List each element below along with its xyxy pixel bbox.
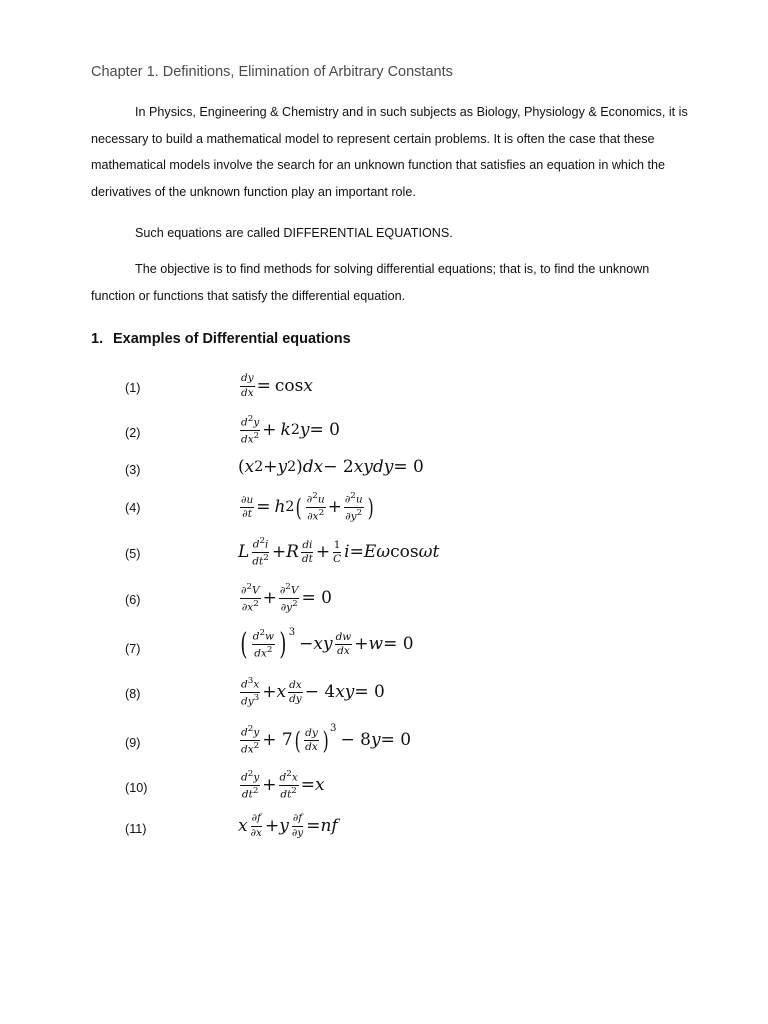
section-title: Examples of Differential equations bbox=[113, 331, 351, 347]
chapter-title: Chapter 1. Definitions, Elimination of Arbitrary Constants bbox=[91, 64, 453, 80]
equation-7: ( $d^2w$ $dx^2$ ) $^3$ − xy dw dx + w = 0 bbox=[240, 626, 414, 662]
objective-paragraph bbox=[91, 256, 691, 309]
equation-label: (10) bbox=[125, 781, 148, 795]
equation-4: ∂u ∂t = h 2 ( ∂$^2$u $\partial x^2$ + ∂$^2$u $\partial y^2$ ) bbox=[241, 491, 374, 523]
equation-8: $d^3x$ $dy^3$ + x dx dy − 4 xy = 0 bbox=[241, 676, 385, 708]
equation-11: x ∂f ∂x + y ∂f ∂y = nf bbox=[238, 812, 338, 839]
equation-3: ( x 2 + y 2 ) dx − 2 xydy = 0 bbox=[238, 457, 424, 477]
equation-5: L $d^2i$ $dt^2$ + R di dt + 1 C i = Eω cos ωt bbox=[238, 536, 440, 568]
equation-label: (5) bbox=[125, 547, 141, 561]
equation-label: (7) bbox=[125, 642, 141, 656]
paragraph-text: Such equations are called DIFFERENTIAL EQUATIONS. bbox=[135, 226, 453, 240]
equation-9: $d^2y$ $dx^2$ + 7 ( dy dx ) $^3$ − 8 y = 0 bbox=[241, 722, 412, 756]
equation-label: (2) bbox=[125, 426, 141, 440]
equation-label: (1) bbox=[125, 381, 141, 395]
paragraph-text: In Physics, Engineering & Chemistry and in such subjects as Biology, Physiology & Economics, it is necessary to build a mathematical model to represent certain problems. It is often the case that these mathematical models involve the search for an unknown function that satisfies an equation in which the derivatives of the unknown function play an important role. bbox=[91, 105, 688, 199]
equation-label: (8) bbox=[125, 687, 141, 701]
equation-label: (6) bbox=[125, 593, 141, 607]
paragraph-text: The objective is to find methods for solving differential equations; that is, to find the unknown function or functions that satisfy the differential equation. bbox=[91, 262, 650, 303]
equation-6: ∂$^2$V $\partial x^2$ + ∂$^2$V $\partial y^2$ = 0 bbox=[241, 582, 332, 614]
equation-10: $d^2y$ $dt^2$ + $d^2x$ $dt^2$ = x bbox=[241, 769, 325, 801]
section-number: 1. bbox=[91, 331, 104, 347]
equation-1: dy dx = cos x bbox=[241, 372, 313, 399]
equation-2: $d^2y$ $dx^2$ + k 2 y = 0 bbox=[241, 414, 340, 446]
intro-paragraph bbox=[91, 99, 691, 205]
equation-label: (11) bbox=[125, 822, 147, 836]
section-heading bbox=[91, 331, 351, 347]
equation-label: (3) bbox=[125, 463, 141, 477]
definition-paragraph bbox=[91, 220, 691, 247]
equation-label: (9) bbox=[125, 736, 141, 750]
equation-label: (4) bbox=[125, 501, 141, 515]
